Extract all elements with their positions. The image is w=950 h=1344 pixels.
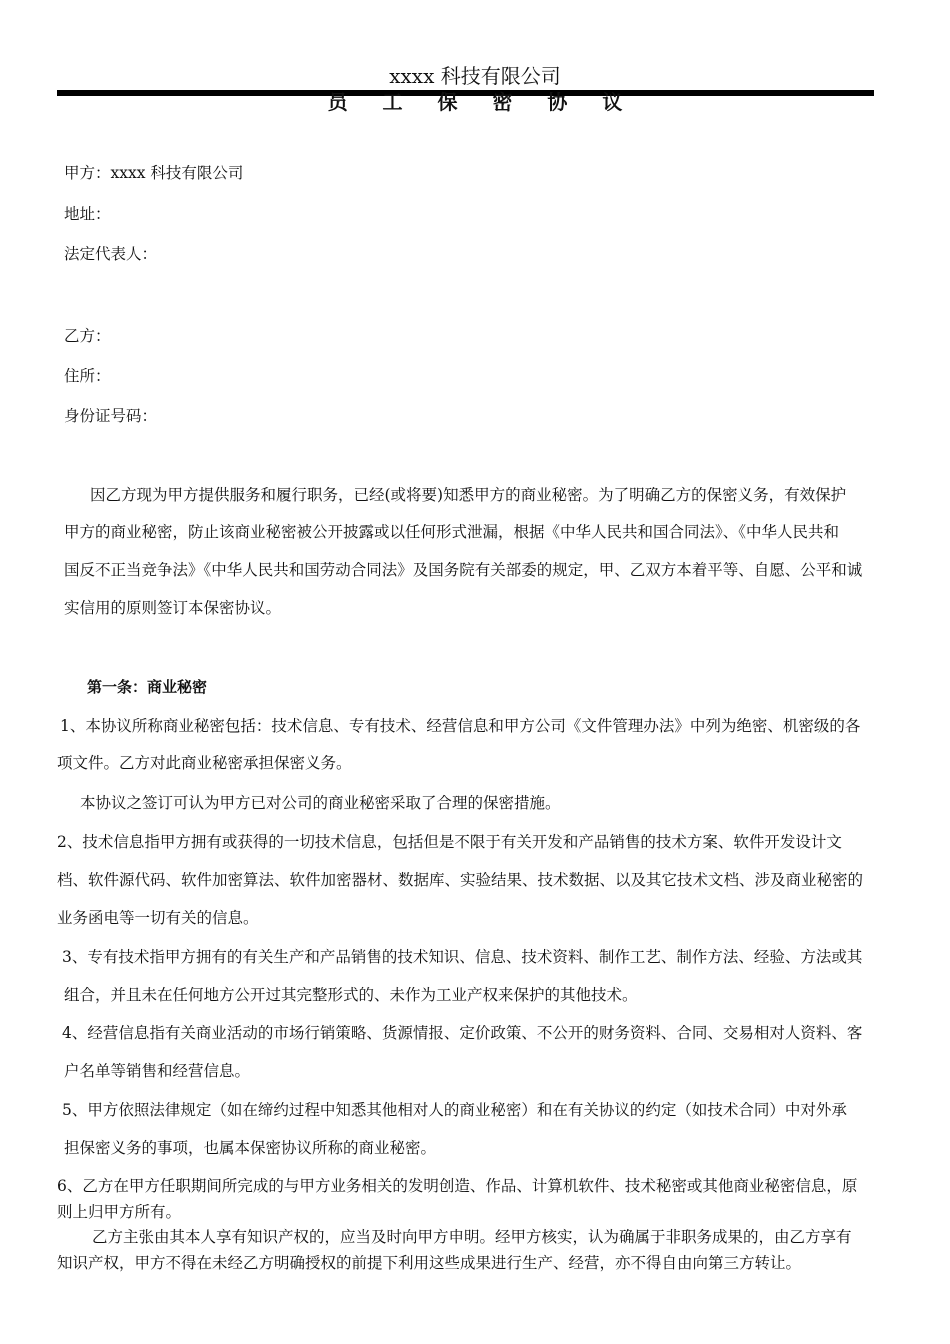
article-1-heading: 第一条：商业秘密: [87, 678, 208, 696]
preamble-line: 甲方的商业秘密，防止该商业秘密被公开披露或以任何形式泄漏，根据《中华人民共和国合同法》、《中华人民共和: [64, 523, 840, 541]
article-1-item-6-note-line: 乙方主张由其本人享有知识产权的，应当及时向甲方申明。经甲方核实，认为确属于非职务成果的，由乙方享有: [92, 1228, 852, 1246]
preamble-line: 因乙方现为甲方提供服务和履行职务，已经(或将要)知悉甲方的商业秘密。为了明确乙方的保密义务，有效保护: [90, 486, 847, 504]
company-header: xxxx 科技有限公司: [389, 64, 561, 88]
article-1-item-1-line: 项文件。乙方对此商业秘密承担保密义务。: [57, 754, 352, 772]
document-title: 员 工 保 密 协 议: [327, 90, 637, 114]
party-b-id-number: 身份证号码：: [64, 407, 158, 425]
article-1-item-4-line: 4、经营信息指有关商业活动的市场行销策略、货源情报、定价政策、不公开的财务资料、合同、交易相对人资料、客: [62, 1024, 863, 1042]
article-1-item-6-line: 6、乙方在甲方任职期间所完成的与甲方业务相关的发明创造、作品、计算机软件、技术秘密或其他商业秘密信息，原: [57, 1177, 858, 1195]
preamble-line: 实信用的原则签订本保密协议。: [64, 599, 282, 617]
article-1-item-6-note-line: 知识产权，甲方不得在未经乙方明确授权的前提下利用这些成果进行生产、经营，亦不得自由向第三方转让。: [57, 1254, 802, 1272]
party-b-residence: 住所：: [64, 367, 111, 385]
article-1-item-1-line: 1、本协议所称商业秘密包括：技术信息、专有技术、经营信息和甲方公司《文件管理办法》中列为绝密、机密级的各: [60, 717, 861, 735]
article-1-item-4-line: 户名单等销售和经营信息。: [64, 1062, 251, 1080]
article-1-item-5-line: 5、甲方依照法律规定（如在缔约过程中知悉其他相对人的商业秘密）和在有关协议的约定（如技术合同）中对外承: [62, 1101, 847, 1119]
article-1-item-6-line: 则上归甲方所有。: [57, 1203, 182, 1221]
party-a-address: 地址：: [64, 205, 111, 223]
party-a-representative: 法定代表人：: [64, 245, 158, 263]
party-a-name: 甲方：xxxx 科技有限公司: [64, 164, 244, 182]
article-1-item-2-line: 业务函电等一切有关的信息。: [57, 909, 259, 927]
article-1-note: 本协议之签订可认为甲方已对公司的商业秘密采取了合理的保密措施。: [80, 794, 561, 812]
preamble-line: 国反不正当竞争法》《中华人民共和国劳动合同法》及国务院有关部委的规定，甲、乙双方本着平等、自愿、公平和诚: [64, 561, 863, 579]
article-1-item-5-line: 担保密义务的事项，也属本保密协议所称的商业秘密。: [64, 1139, 437, 1157]
article-1-item-2-line: 2、技术信息指甲方拥有或获得的一切技术信息，包括但是不限于有关开发和产品销售的技术方案、软件开发设计文: [57, 833, 842, 851]
article-1-item-2-line: 档、软件源代码、软件加密算法、软件加密器材、数据库、实验结果、技术数据、以及其它技术文档、涉及商业秘密的: [57, 871, 864, 889]
article-1-item-3-line: 3、专有技术指甲方拥有的有关生产和产品销售的技术知识、信息、技术资料、制作工艺、制作方法、经验、方法或其: [62, 948, 863, 966]
party-b-name: 乙方：: [64, 327, 111, 345]
article-1-item-3-line: 组合，并且未在任何地方公开过其完整形式的、未作为工业产权来保护的其他技术。: [64, 986, 638, 1004]
